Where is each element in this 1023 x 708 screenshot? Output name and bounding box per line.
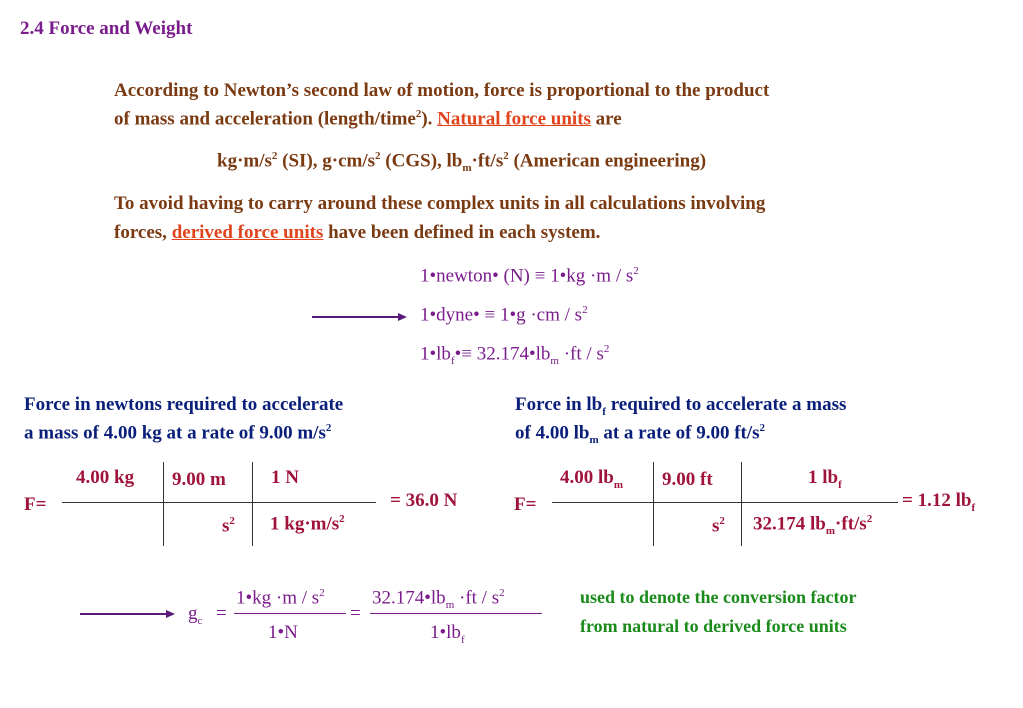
gc-sub: c [197,614,203,627]
lbf-definition [420,343,609,367]
gc-num-2-a: 32.174•lb [372,587,446,609]
left-result: = 36.0 N [390,490,458,511]
right-q1-b: required to accelerate a mass [605,394,847,415]
right-divider-2 [741,462,742,546]
derived-line-1: To avoid having to carry around these complex units in all calculations involving [114,193,766,214]
gc-g: g [188,603,198,624]
derived-line-2 [114,222,600,244]
si-unit-b: (SI), g·cm/s [277,150,376,172]
right-q2-a: of 4.00 lb [515,422,590,444]
left-num-mass: 4.00 kg [76,467,135,488]
right-result-text: = 1.12 lb [902,490,972,511]
gc-den-1: 1•N [268,622,298,643]
intro-line-2 [114,108,622,130]
gc-fraction-bar-2 [370,613,542,614]
left-den-kgms2 [270,513,345,535]
definitions-arrow-shaft [312,316,400,318]
left-divider-1 [163,462,164,546]
intro-text-c: are [590,108,622,130]
page-title: 2.4 Force and Weight [20,18,193,39]
right-q2-sub: m [589,434,599,447]
newton-def-text: 1•newton• (N) ≡ 1•kg ·m / s [420,265,634,287]
right-num-lbf [808,467,842,491]
dyne-def-sup: 2 [582,304,588,316]
left-den-s-sup: 2 [229,515,235,527]
right-num-mass-sub: m [613,478,624,491]
right-fraction-line [552,502,898,503]
gc-arrow-icon [166,610,175,618]
ae-unit-a: ·ft/s [471,150,504,172]
derived-force-units-link[interactable]: derived force units [171,222,324,243]
gc-den-2 [430,622,465,646]
natural-units-line [217,150,706,174]
right-f-label: F= [514,494,537,515]
right-divider-1 [653,462,654,546]
derived-text-b: have been defined in each system. [323,222,601,243]
left-question-line-1: Force in newtons required to accelerate [24,394,344,415]
right-question-line-2 [515,422,765,446]
natural-force-units-link[interactable]: Natural force units [437,108,591,130]
gc-num-1-text: 1•kg ·m / s [236,587,320,609]
right-result [902,490,975,514]
si-sup: 2 [271,150,278,162]
gc-arrow-shaft [80,613,168,615]
gc-note-line-1: used to denote the conversion factor [580,587,857,607]
right-num-accel: 9.00 ft [662,469,713,490]
left-den-kgms: 1 kg·m/s [270,513,340,535]
right-q2-b: at a rate of 9.00 ft/s [598,422,760,444]
ae-unit-b: (American engineering) [508,150,707,172]
intro-text-a: of mass and acceleration (length/time [114,108,416,130]
dyne-def-text: 1•dyne• ≡ 1•g ·cm / s [420,304,583,326]
left-f-label: F= [24,494,47,515]
right-q2-sup: 2 [759,422,766,434]
newton-definition [420,265,639,287]
gc-equals-1: = [216,603,227,624]
ae-sup: 2 [503,150,509,162]
right-result-sub: f [971,501,976,514]
gc-equals-2: = [350,603,361,624]
lbf-def-sub: f [450,355,455,368]
left-den-s: s [222,515,230,537]
gc-num-2-sub: m [445,599,455,612]
lbf-def-c: ·ft / s [558,343,604,365]
left-fraction-line [62,502,376,503]
right-den-gc-b: ·ft/s [835,513,867,535]
cgs-sup: 2 [375,150,381,162]
right-den-s: s [712,515,720,537]
gc-num-2 [372,587,505,611]
left-den-seconds [222,515,235,537]
right-num-lbf-sub: f [838,478,842,491]
right-num-mass-text: 4.00 lb [560,467,614,488]
right-q1-sub: f [602,405,606,418]
right-den-gc [753,513,872,537]
left-q2-text: a mass of 4.00 kg at a rate of 9.00 m/s [24,422,326,444]
gc-num-2-sup: 2 [499,587,505,599]
right-question-line-1 [515,394,846,418]
right-den-gc-sub: m [825,525,836,538]
right-den-gc-sup: 2 [866,513,873,525]
right-den-gc-a: 32.174 lb [753,513,826,535]
lbf-def-b: •≡ 32.174•lb [454,343,551,365]
gc-num-2-b: ·ft / s [454,587,500,609]
gc-num-1-sup: 2 [319,587,325,599]
left-question-line-2 [24,422,331,444]
left-num-newton: 1 N [271,467,299,488]
lbf-def-sub2: m [550,355,559,368]
gc-note-line-2: from natural to derived force units [580,616,847,636]
gc-symbol [188,603,202,627]
intro-line-1: According to Newton’s second law of motion, force is proportional to the product [114,80,770,101]
gc-num-1 [236,587,325,609]
intro-text-b: ). [421,108,438,130]
gc-den-2-a: 1•lb [430,622,461,643]
right-num-lbf-text: 1 lb [808,467,839,488]
left-num-accel: 9.00 m [172,469,226,490]
right-q1-a: Force in lb [515,394,603,415]
definitions-arrow-icon [398,313,407,321]
si-unit-a: kg·m/s [217,150,272,172]
left-q2-sup: 2 [325,422,332,434]
lbf-def-sup: 2 [603,343,610,355]
left-den-kgms-sup: 2 [339,513,345,525]
right-num-mass [560,467,623,491]
gc-fraction-bar-1 [234,613,346,614]
gc-den-2-sub: f [460,633,465,646]
derived-text-a: forces, [114,222,172,243]
dyne-definition [420,304,588,326]
intro-sup: 2 [415,108,422,120]
newton-def-sup: 2 [633,265,639,277]
lbm-sub: m [462,162,472,175]
right-den-seconds [712,515,725,537]
left-divider-2 [252,462,253,546]
right-den-s-sup: 2 [719,515,725,527]
cgs-unit-b: (CGS), lb [380,150,463,172]
lbf-def-a: 1•lb [420,343,451,365]
